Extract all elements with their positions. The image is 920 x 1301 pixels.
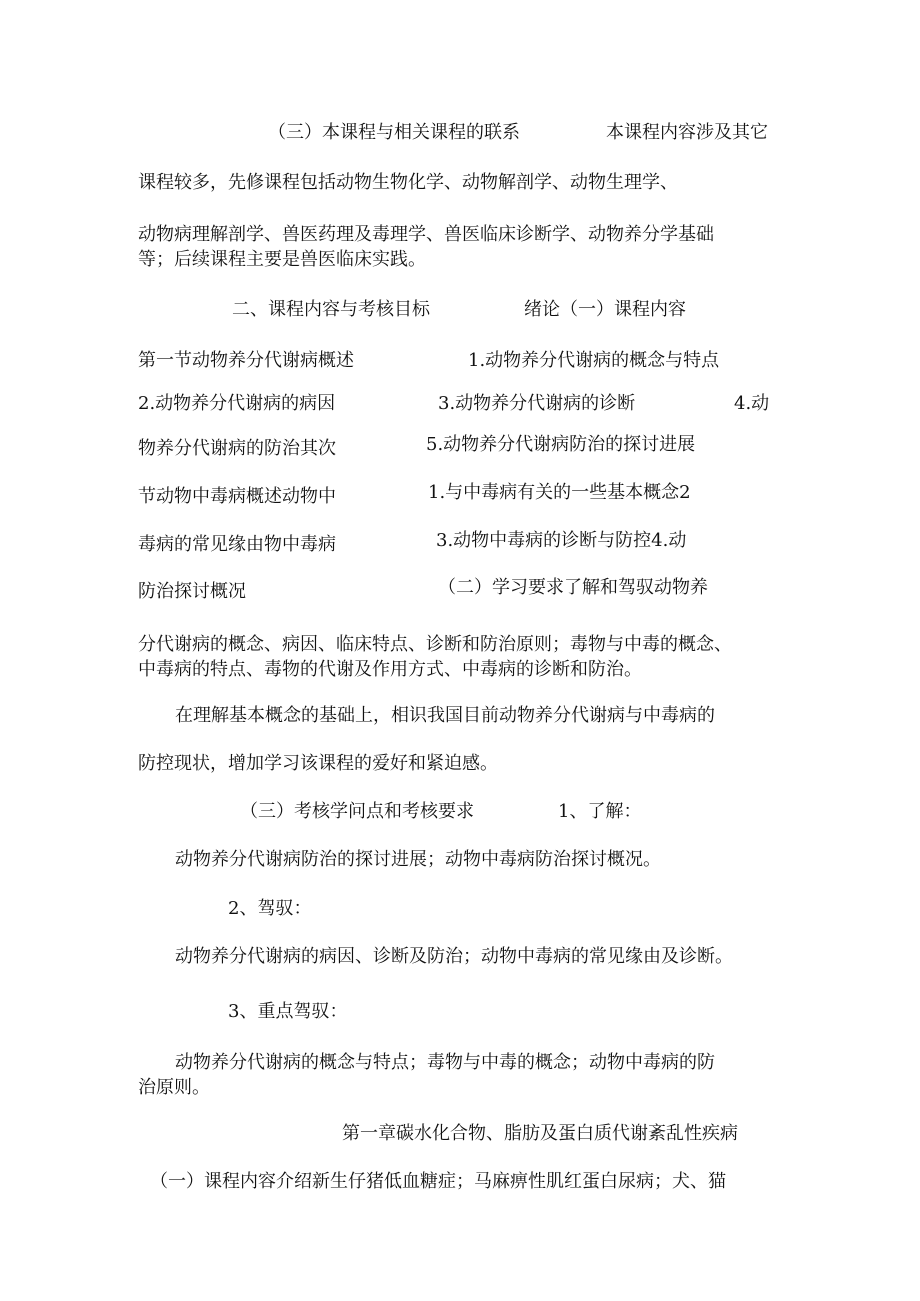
text-line: 4.动 [734, 393, 770, 414]
text-line: 防治探讨概况 [138, 581, 246, 602]
text-line: 5.动物养分代谢病防治的探讨进展 [426, 434, 696, 455]
text-line: 2.动物养分代谢病的病因 [138, 393, 336, 414]
text-line: 1.与中毒病有关的一些基本概念2 [428, 482, 691, 503]
text-line: 绪论（一）课程内容 [524, 299, 686, 320]
text-line: 动物养分代谢病的概念与特点；毒物与中毒的概念；动物中毒病的防 [175, 1052, 715, 1073]
text-line: 治原则。 [138, 1077, 210, 1098]
text-line: 在理解基本概念的基础上，相识我国目前动物养分代谢病与中毒病的 [175, 705, 715, 726]
text-line: 第一章碳水化合物、脂肪及蛋白质代谢紊乱性疾病 [342, 1123, 738, 1144]
text-line: 等；后续课程主要是兽医临床实践。 [138, 249, 426, 270]
text-line: 3、重点驾驭： [228, 1001, 348, 1022]
text-line: 动物病理解剖学、兽医药理及毒理学、兽医临床诊断学、动物养分学基础 [138, 224, 714, 245]
text-line: 毒病的常见缘由物中毒病 [138, 534, 336, 555]
text-line: 1、了解： [558, 801, 642, 822]
text-line: 课程较多，先修课程包括动物生物化学、动物解剖学、动物生理学、 [138, 172, 678, 193]
text-line: （一）课程内容介绍新生仔猪低血糖症；马麻痹性肌红蛋白尿病；犬、猫 [150, 1171, 726, 1192]
text-line: 物养分代谢病的防治其次 [138, 438, 336, 459]
text-line: 本课程内容涉及其它 [606, 122, 768, 143]
text-line: 3.动物中毒病的诊断与防控4.动 [436, 530, 687, 551]
text-line: 2、驾驭： [228, 898, 312, 919]
text-line: 动物养分代谢病的病因、诊断及防治；动物中毒病的常见缘由及诊断。 [175, 946, 733, 967]
text-line: （三）考核学问点和考核要求 [240, 801, 474, 822]
text-line: 分代谢病的概念、病因、临床特点、诊断和防治原则；毒物与中毒的概念、 [138, 634, 732, 655]
text-line: 1.动物养分代谢病的概念与特点 [468, 350, 720, 371]
text-line: （三）本课程与相关课程的联系 [268, 122, 520, 143]
text-line: 中毒病的特点、毒物的代谢及作用方式、中毒病的诊断和防治。 [138, 659, 642, 680]
text-line: 第一节动物养分代谢病概述 [138, 350, 354, 371]
text-line: （二）学习要求了解和驾驭动物养 [438, 577, 708, 598]
text-line: 3.动物养分代谢病的诊断 [438, 393, 636, 414]
text-line: 动物养分代谢病防治的探讨进展；动物中毒病防治探讨概况。 [175, 849, 661, 870]
text-line: 二、课程内容与考核目标 [232, 299, 430, 320]
text-line: 防控现状，增加学习该课程的爱好和紧迫感。 [138, 753, 498, 774]
text-line: 节动物中毒病概述动物中 [138, 486, 336, 507]
